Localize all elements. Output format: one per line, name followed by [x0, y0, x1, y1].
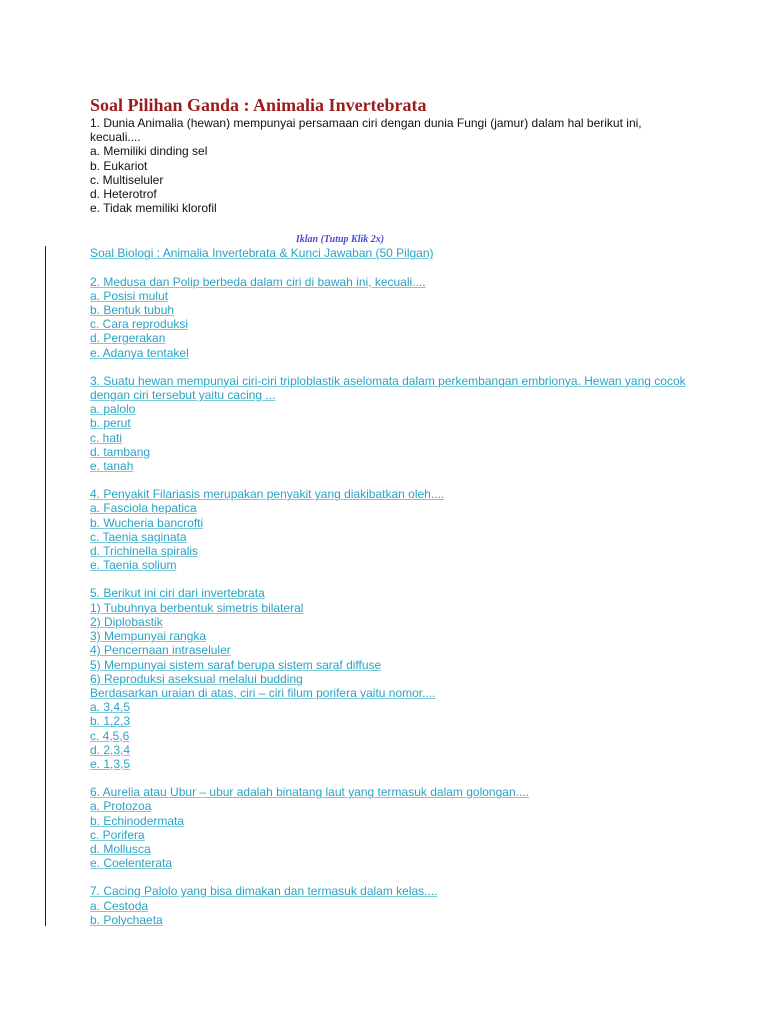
question-4-line-link[interactable]: a. Fasciola hepatica [90, 501, 197, 516]
question-3-link[interactable]: 3. Suatu hewan mempunyai ciri-ciri triploblastik aselomata dalam perkembangan embrionya. Hewan yang cocok dengan ciri tersebut yaitu cacing ... [90, 373, 686, 403]
question-2-line-link[interactable]: b. Bentuk tubuh [90, 303, 175, 318]
question-5-line-link[interactable]: 6) Reproduksi aseksual melalui budding [90, 671, 303, 686]
question-6-link[interactable]: 6. Aurelia atau Ubur – ubur adalah binatang laut yang termasuk dalam golongan.... [90, 785, 529, 800]
question-3-line-link[interactable]: d. tambang [90, 444, 151, 459]
question-5-line-link[interactable]: 2) Diplobastik [90, 614, 163, 629]
question-5-line-link[interactable]: a. 3,4,5 [90, 700, 131, 715]
question-4-line-link[interactable]: e. Taenia solium [90, 558, 177, 573]
question-6-line-link[interactable]: e. Coelenterata [90, 856, 173, 871]
spacer [90, 572, 690, 586]
spacer [90, 870, 690, 884]
question-2-link[interactable]: 2. Medusa dan Polip berbeda dalam ciri di bawah ini, kecuali.... [90, 274, 426, 289]
question-5-line-link[interactable]: c. 4,5,6 [90, 728, 130, 743]
spacer [90, 360, 690, 374]
question-5-line-link[interactable]: b. 1,2,3 [90, 714, 131, 729]
question-1-text: 1. Dunia Animalia (hewan) mempunyai persamaan ciri dengan dunia Fungi (jamur) dalam hal berikut ini, kecuali.... [90, 116, 642, 145]
question-7-line-link[interactable]: a. Cestoda [90, 898, 149, 913]
spacer [90, 473, 690, 487]
question-3-line-link[interactable]: c. hati [90, 430, 123, 445]
question-3-line-link[interactable]: b. perut [90, 416, 131, 431]
article-title-link[interactable]: Soal Biologi : Animalia Invertebrata & Kunci Jawaban (50 Pilgan) [90, 246, 434, 261]
question-1 [90, 116, 690, 215]
ad-notice[interactable]: Iklan (Tutup Klik 2x) [295, 234, 385, 246]
link-content [90, 246, 690, 927]
left-margin-line [45, 246, 46, 926]
question-4-line-link[interactable]: b. Wucheria bancrofti [90, 515, 204, 530]
question-6-line-link[interactable]: b. Echinodermata [90, 813, 185, 828]
question-1-option: b. Eukariot [90, 158, 148, 173]
question-1-option: d. Heterotrof [90, 187, 157, 202]
question-7-line-link[interactable]: b. Polychaeta [90, 912, 163, 927]
question-6-line-link[interactable]: a. Protozoa [90, 799, 152, 814]
question-2-line-link[interactable]: d. Pergerakan [90, 331, 166, 346]
question-6-line-link[interactable]: d. Mollusca [90, 841, 151, 856]
spacer [90, 771, 690, 785]
question-2-line-link[interactable]: c. Cara reproduksi [90, 317, 189, 332]
question-1-option: e. Tidak memiliki klorofil [90, 201, 217, 216]
question-5-line-link[interactable]: Berdasarkan uraian di atas, ciri – ciri filum porifera yaitu nomor.... [90, 685, 436, 700]
question-1-option: c. Multiseluler [90, 172, 164, 187]
spacer [90, 261, 690, 275]
question-4-line-link[interactable]: c. Taenia saginata [90, 529, 187, 544]
question-7-link[interactable]: 7. Cacing Palolo yang bisa dimakan dan termasuk dalam kelas.... [90, 884, 438, 899]
question-5-line-link[interactable]: e. 1,3,5 [90, 756, 131, 771]
question-3-line-link[interactable]: e. tanah [90, 459, 134, 474]
question-2-line-link[interactable]: a. Posisi mulut [90, 288, 169, 303]
question-5-line-link[interactable]: d. 2,3,4 [90, 742, 131, 757]
question-5-line-link[interactable]: 5) Mempunyai sistem saraf berupa sistem saraf diffuse [90, 657, 382, 672]
question-5-line-link[interactable]: 1) Tubuhnya berbentuk simetris bilateral [90, 600, 304, 615]
question-4-link[interactable]: 4. Penyakit Filariasis merupakan penyakit yang diakibatkan oleh.... [90, 487, 445, 502]
question-5-link[interactable]: 5. Berikut ini ciri dari invertebrata [90, 586, 265, 601]
question-5-line-link[interactable]: 4) Pencernaan intraseluler [90, 643, 231, 658]
document-page [90, 94, 690, 927]
question-5-line-link[interactable]: 3) Mempunyai rangka [90, 629, 207, 644]
question-4-line-link[interactable]: d. Trichinella spiralis [90, 544, 199, 559]
question-2-line-link[interactable]: e. Adanya tentakel [90, 345, 189, 360]
question-1-option: a. Memiliki dinding sel [90, 144, 208, 159]
question-6-line-link[interactable]: c. Porifera [90, 827, 145, 842]
page-title: Soal Pilihan Ganda : Animalia Invertebrata [90, 95, 427, 115]
question-3-line-link[interactable]: a. palolo [90, 402, 136, 417]
